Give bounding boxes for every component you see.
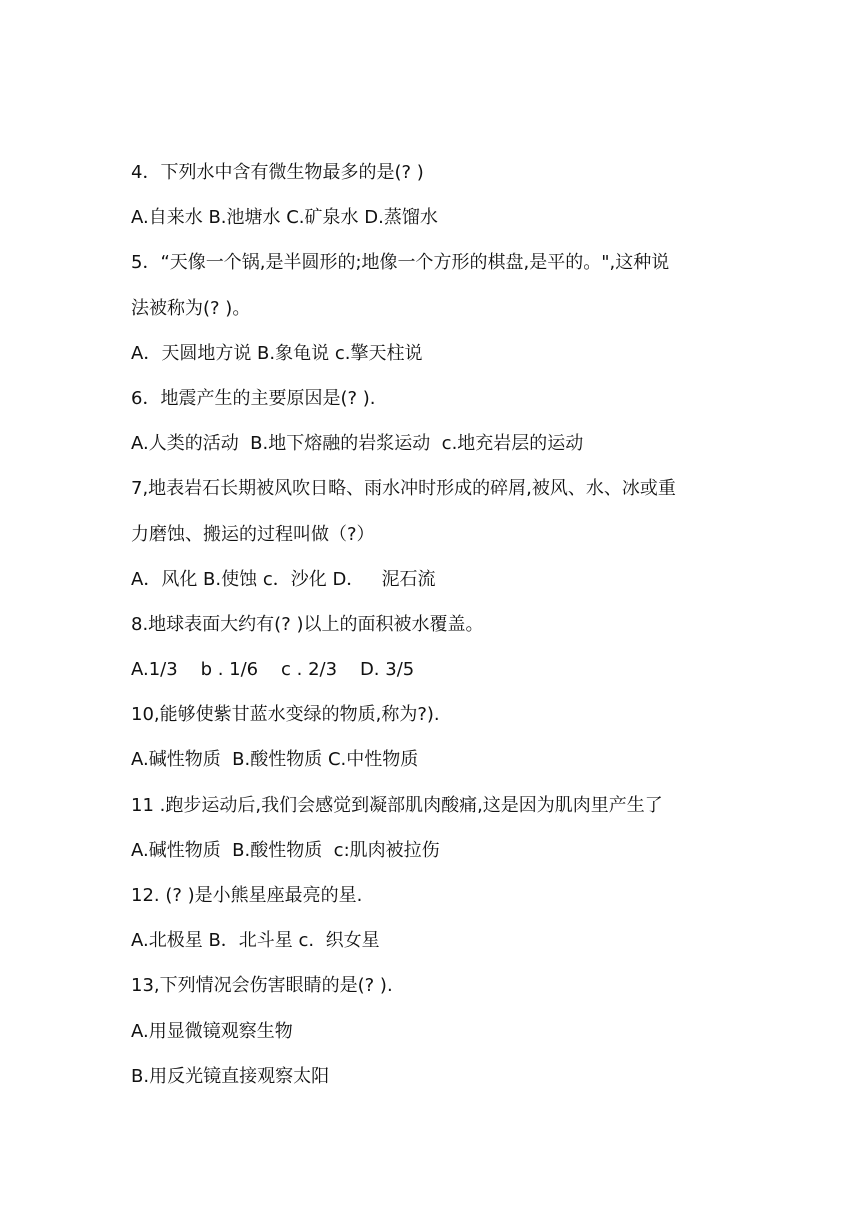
question-4-options: A.自来水 B.池塘水 C.矿泉水 D.蒸馏水	[131, 207, 438, 229]
question-4-text: 4．下列水中含有微生物最多的是(? )	[131, 162, 424, 183]
question-13-option-b: B.用反光镜直接观察太阳	[131, 1065, 330, 1087]
question-6-options: A.人类的活动 B.地下熔融的岩浆运动 c.地充岩层的运动	[131, 433, 584, 455]
document-body	[131, 158, 771, 1107]
question-12-options: A.北极星 B．北斗星 c. 织女星	[131, 930, 380, 952]
question-12-text: 12. (? )是小熊星座最亮的星.	[131, 885, 363, 906]
question-5-text-line-2: 法被称为(? )。	[131, 297, 251, 319]
question-13-option-a: A.用显微镜观察生物	[131, 1020, 293, 1042]
question-11-options: A.碱性物质 B.酸性物质 c:肌肉被拉伤	[131, 839, 440, 861]
question-10-options: A.碱性物质 B.酸性物质 C.中性物质	[131, 749, 419, 771]
question-6-text: 6．地震产生的主要原因是(? ).	[131, 387, 376, 409]
question-7-text-line-2: 力磨蚀、搬运的过程叫做（?）	[131, 523, 375, 545]
question-5-options: A．天圆地方说 B.象龟说 c.擎天柱说	[131, 342, 423, 364]
question-7-options: A．风化 B.使蚀 c．沙化 D． 泥石流	[131, 568, 436, 590]
question-13-text: 13,下列情况会伤害眼睛的是(? ).	[131, 975, 393, 997]
question-7-text-line-1: 7,地表岩石长期被风吹日略、雨水冲时形成的碎屑,被风、水、冰或重	[131, 478, 676, 500]
question-10-text: 10,能够使紫甘蓝水变绿的物质,称为?).	[131, 704, 440, 726]
question-8-options: A.1/3 b . 1/6 c . 2/3 D. 3/5	[131, 659, 415, 681]
question-11-text: 11 .跑步运动后,我们会感觉到凝部肌肉酸痛,这是因为肌肉里产生了	[131, 794, 663, 816]
question-5-text-line-1: 5．“天像一个锅,是半圆形的;地像一个方形的棋盘,是平的。",这种说	[131, 252, 670, 274]
question-8-text: 8.地球表面大约有(? )以上的面积被水覆盖。	[131, 613, 484, 635]
